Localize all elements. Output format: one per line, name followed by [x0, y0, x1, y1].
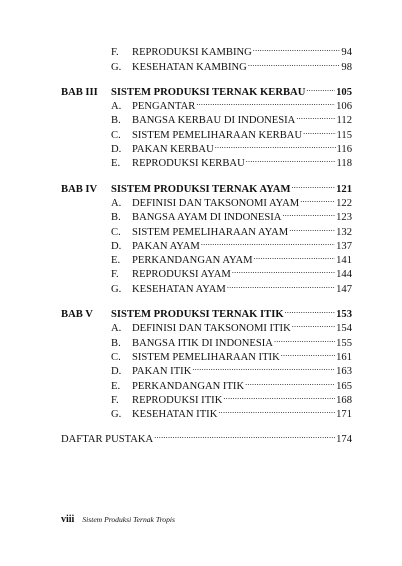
toc-page-number: 163 — [336, 366, 352, 378]
toc-entry-title: DEFINISI DAN TAKSONOMI ITIK — [132, 323, 291, 335]
toc-page-number: 98 — [341, 61, 352, 73]
toc-page-number: 161 — [336, 351, 352, 363]
footer-page-number: viii — [61, 514, 75, 525]
toc-section-row — [61, 109, 352, 127]
toc-section-row — [61, 346, 352, 363]
toc-section-row — [61, 331, 352, 349]
section-letter: D. — [111, 240, 122, 252]
dot-leader — [154, 428, 335, 442]
dot-leader — [223, 389, 335, 403]
toc-entry-title: PAKAN KERBAU — [132, 144, 214, 156]
toc-entry-title: SISTEM PEMELIHARAAN KERBAU — [132, 129, 303, 141]
dot-leader — [291, 177, 335, 191]
toc-section-row — [61, 263, 352, 281]
dot-leader — [246, 152, 336, 166]
toc-page-number: 174 — [336, 434, 352, 446]
dot-leader — [215, 138, 336, 152]
toc-entry-title: DAFTAR PUSTAKA — [61, 434, 154, 446]
toc-entry-title: REPRODUKSI AYAM — [132, 269, 231, 281]
section-letter: G. — [111, 409, 122, 421]
dot-leader — [227, 277, 335, 291]
toc-bibliography-row — [61, 428, 352, 446]
dot-leader — [245, 374, 335, 388]
section-letter: C. — [111, 226, 121, 238]
footer-book-title: Sistem Produksi Ternak Tropis — [82, 515, 175, 524]
toc-page-number: 94 — [341, 47, 352, 59]
toc-section-row — [61, 206, 352, 224]
dot-leader — [218, 403, 335, 417]
dot-leader — [201, 235, 335, 249]
toc-page-number: 132 — [336, 226, 352, 238]
toc-page-number: 112 — [336, 115, 352, 127]
dot-leader — [306, 81, 335, 95]
dot-leader — [285, 303, 336, 317]
chapter-number: BAB III — [61, 86, 98, 98]
toc-entry-title: KESEHATAN AYAM — [132, 283, 226, 295]
section-letter: B. — [111, 337, 121, 349]
dot-leader — [289, 220, 335, 234]
toc-section-row — [61, 95, 352, 113]
dot-leader — [292, 317, 335, 331]
toc-section-row — [61, 403, 352, 421]
dot-leader — [282, 206, 335, 220]
dot-leader — [300, 192, 335, 206]
toc-page-number: 118 — [336, 158, 352, 170]
toc-page-number: 123 — [336, 212, 352, 224]
toc-section-row — [61, 220, 352, 238]
toc-chapter-row — [61, 303, 352, 321]
section-letter: C. — [111, 351, 121, 363]
toc-entry-title: KESEHATAN ITIK — [132, 409, 218, 421]
toc-chapter-row — [61, 177, 352, 195]
toc-section-row — [61, 123, 352, 141]
toc-page-number: 165 — [336, 380, 352, 392]
dot-leader — [274, 331, 335, 345]
section-letter: A. — [111, 197, 122, 209]
toc-section-row — [61, 55, 352, 73]
toc-page-number: 155 — [336, 337, 352, 349]
toc-page-number: 122 — [336, 197, 352, 209]
toc-entry-title: PERKANDANGAN ITIK — [132, 380, 245, 392]
toc-section-row — [61, 138, 352, 156]
toc-entry-title: REPRODUKSI KAMBING — [132, 47, 252, 59]
toc-chapter-row — [61, 81, 352, 98]
section-letter: G. — [111, 61, 122, 73]
section-letter: A. — [111, 101, 122, 113]
toc-section-row — [61, 317, 352, 335]
toc-section-row — [61, 249, 352, 267]
dot-leader — [281, 346, 335, 360]
toc-section-row — [61, 360, 352, 378]
toc-entry-title: SISTEM PRODUKSI TERNAK KERBAU — [111, 86, 306, 98]
section-letter: D. — [111, 366, 122, 378]
section-letter: G. — [111, 283, 122, 295]
dot-leader — [296, 109, 335, 123]
toc-entry-title: BANGSA KERBAU DI INDONESIA — [132, 115, 296, 127]
toc-page-number: 153 — [336, 309, 352, 321]
toc-section-row — [61, 152, 352, 170]
toc-page-number: 121 — [336, 183, 352, 195]
section-letter: E. — [111, 380, 121, 392]
toc-entry-title: PAKAN AYAM — [132, 240, 200, 252]
toc-page-number: 141 — [336, 255, 352, 267]
section-letter: F. — [111, 269, 119, 281]
toc-entry-title: SISTEM PEMELIHARAAN ITIK — [132, 351, 280, 363]
dot-leader — [232, 263, 335, 277]
toc-entry-title: BANGSA ITIK DI INDONESIA — [132, 337, 273, 349]
dot-leader — [196, 95, 335, 109]
dot-leader — [248, 55, 341, 69]
toc-page-number: 144 — [336, 269, 352, 281]
toc-page-number: 105 — [336, 86, 352, 98]
chapter-number: BAB IV — [61, 183, 98, 195]
toc-section-row — [61, 235, 352, 252]
toc-entry-title: PENGANTAR — [132, 101, 196, 113]
toc-page-number: 171 — [336, 409, 352, 421]
section-letter: B. — [111, 115, 121, 127]
toc-entry-title: SISTEM PRODUKSI TERNAK AYAM — [111, 183, 291, 195]
toc-section-row — [61, 192, 352, 209]
toc-entry-title: BANGSA AYAM DI INDONESIA — [132, 212, 282, 224]
toc-page-number: 116 — [336, 144, 352, 156]
toc-section-row — [61, 41, 352, 59]
toc-entry-title: PAKAN ITIK — [132, 366, 192, 378]
toc-entry-title: SISTEM PRODUKSI TERNAK ITIK — [111, 309, 284, 321]
dot-leader — [253, 41, 341, 55]
table-of-contents — [61, 41, 352, 446]
toc-section-row — [61, 374, 352, 392]
toc-page-number: 154 — [336, 323, 352, 335]
toc-entry-title: PERKANDANGAN AYAM — [132, 255, 253, 267]
toc-entry-title: REPRODUKSI ITIK — [132, 394, 223, 406]
toc-page-number: 168 — [336, 394, 352, 406]
section-letter: F. — [111, 394, 119, 406]
toc-page-number: 106 — [336, 101, 352, 113]
toc-section-row — [61, 389, 352, 406]
section-letter: F. — [111, 47, 119, 59]
section-letter: D. — [111, 144, 122, 156]
toc-page-number: 115 — [336, 129, 352, 141]
toc-page-number: 147 — [336, 283, 352, 295]
toc-entry-title: KESEHATAN KAMBING — [132, 61, 247, 73]
section-letter: E. — [111, 255, 121, 267]
dot-leader — [254, 249, 336, 263]
chapter-number: BAB V — [61, 309, 93, 321]
toc-entry-title: REPRODUKSI KERBAU — [132, 158, 245, 170]
section-letter: A. — [111, 323, 122, 335]
page-footer — [61, 514, 175, 525]
toc-section-row — [61, 277, 352, 295]
dot-leader — [303, 123, 335, 137]
toc-entry-title: DEFINISI DAN TAKSONOMI AYAM — [132, 197, 300, 209]
section-letter: B. — [111, 212, 121, 224]
section-letter: E. — [111, 158, 121, 170]
toc-page-number: 137 — [336, 240, 352, 252]
toc-entry-title: SISTEM PEMELIHARAAN AYAM — [132, 226, 289, 238]
section-letter: C. — [111, 129, 121, 141]
dot-leader — [192, 360, 335, 374]
